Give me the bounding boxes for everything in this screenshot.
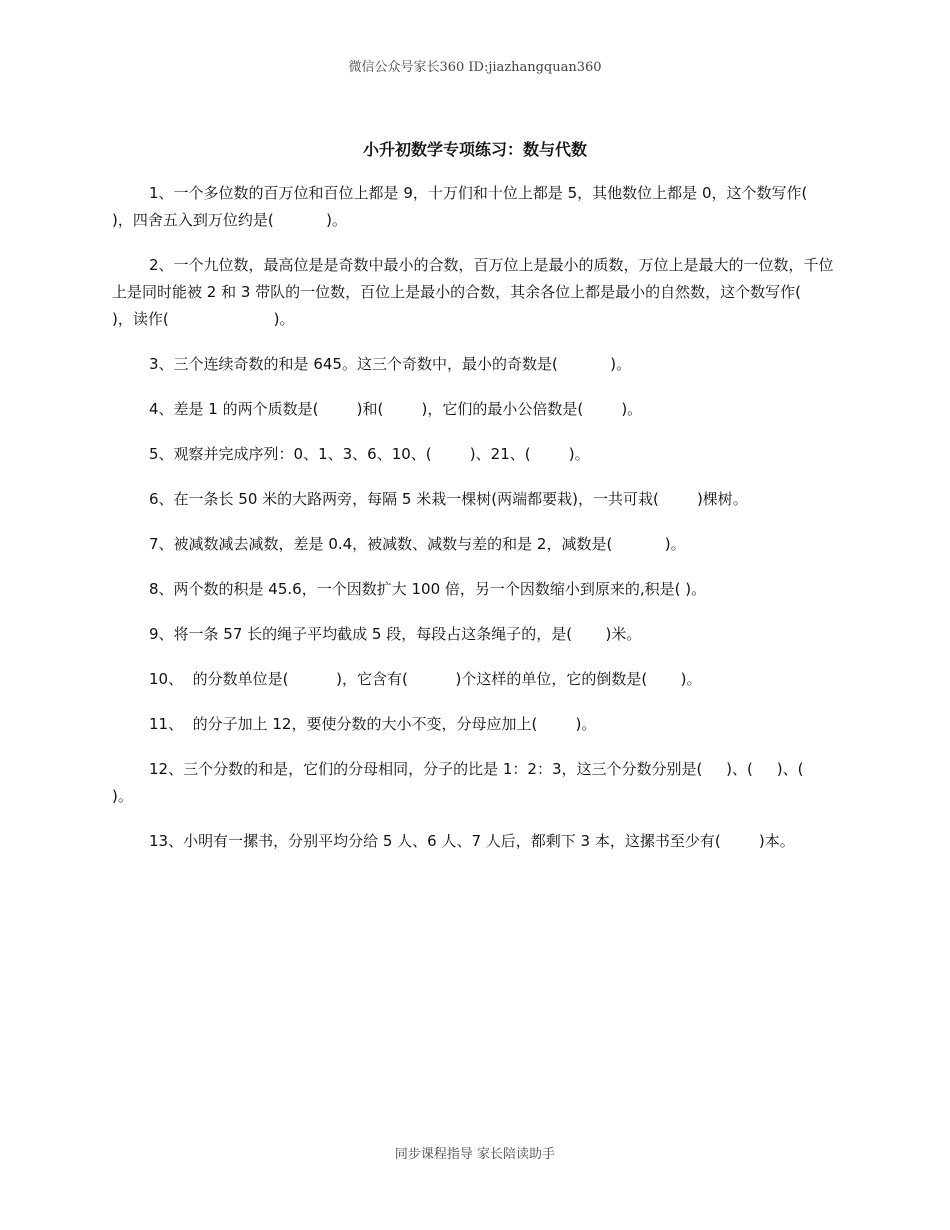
question-11: 11、 的分子加上 12，要使分数的大小不变，分母应加上( )。 xyxy=(149,715,597,733)
question-13: 13、小明有一摞书，分别平均分给 5 人、6 人、7 人后，都剩下 3 本，这摞书至少有( )本。 xyxy=(149,832,795,850)
page-header: 微信公众号家长360 ID:jiazhangquan360 xyxy=(348,60,602,75)
question-10: 10、 的分数单位是( )，它含有( )个这样的单位，它的倒数是( )。 xyxy=(149,670,702,688)
question-4: 4、差是 1 的两个质数是( )和( )，它们的最小公倍数是( )。 xyxy=(149,400,643,418)
question-7: 7、被减数减去减数，差是 0.4，被减数、减数与差的和是 2，减数是( )。 xyxy=(149,535,686,553)
question-1: 1、一个多位数的百万位和百位上都是 9，十万们和十位上都是 5，其他数位上都是 0，这个数写作( )，四舍五入到万位约是( )。 xyxy=(112,184,894,229)
question-2: 2、一个九位数，最高位是是奇数中最小的合数，百万位上是最小的质数，万位上是最大的一位数，千位上是同时能被 2 和 3 带队的一位数，百位上是最小的合数，其余各位上都是最小的自然数，这个数写作( )，读作( )。 xyxy=(112,256,868,328)
question-list xyxy=(112,180,894,873)
page-footer: 同步课程指导 家长陪读助手 xyxy=(394,1147,556,1162)
document-title: 小升初数学专项练习：数与代数 xyxy=(362,140,587,159)
question-8: 8、两个数的积是 45.6，一个因数扩大 100 倍，另一个因数缩小到原来的,积是( )。 xyxy=(149,580,707,598)
question-12: 12、三个分数的和是，它们的分母相同，分子的比是 1：2：3，这三个分数分别是( )、( )、( )。 xyxy=(112,760,823,805)
question-6: 6、在一条长 50 米的大路两旁，每隔 5 米栽一棵树(两端都要栽)，一共可栽( )棵树。 xyxy=(149,490,748,508)
question-3: 3、三个连续奇数的和是 645。这三个奇数中，最小的奇数是( )。 xyxy=(149,355,632,373)
question-5: 5、观察并完成序列：0、1、3、6、10、( )、21、( )。 xyxy=(149,445,590,463)
question-9: 9、将一条 57 长的绳子平均截成 5 段，每段占这条绳子的，是( )米。 xyxy=(149,625,642,643)
